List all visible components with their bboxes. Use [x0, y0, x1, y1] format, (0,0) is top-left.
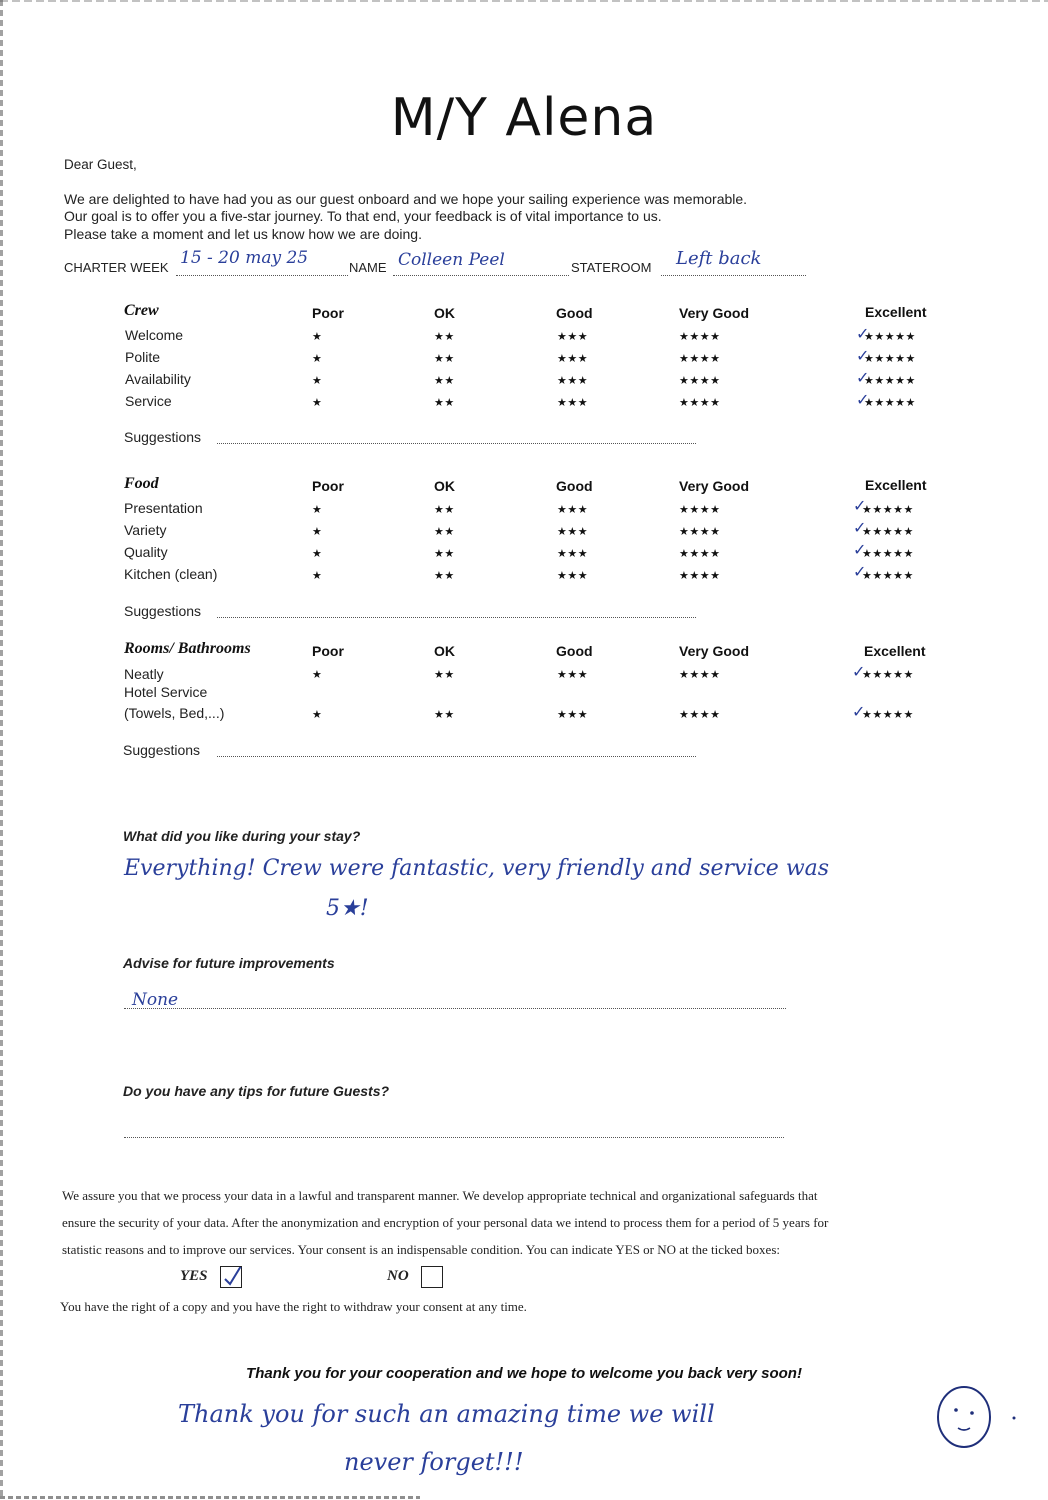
- row-label: Service: [125, 393, 172, 409]
- check-mark-icon: ✓: [852, 664, 866, 681]
- rating-good[interactable]: ★★★: [557, 397, 589, 409]
- handwritten-note-line-2: never forget!!!: [344, 1448, 524, 1476]
- row-label: Polite: [125, 349, 161, 365]
- rating-poor[interactable]: ★: [312, 375, 323, 387]
- row-label: (Towels, Bed,...): [124, 705, 225, 721]
- suggestions-label-food: Suggestions: [124, 603, 202, 619]
- row-label: Quality: [124, 544, 168, 560]
- no-checkbox[interactable]: [421, 1266, 443, 1288]
- suggestions-label-rooms: Suggestions: [123, 742, 201, 758]
- check-mark-icon: ✓: [853, 564, 867, 581]
- rating-ok[interactable]: ★★: [434, 669, 455, 681]
- rating-good[interactable]: ★★★: [557, 375, 589, 387]
- col-header-excellent: Excellent: [865, 477, 927, 493]
- col-header-ok: OK: [434, 305, 455, 321]
- check-mark-icon: ✓: [852, 704, 866, 721]
- rating-good[interactable]: ★★★: [557, 526, 589, 538]
- rating-excellent[interactable]: ★★★★★: [864, 397, 916, 409]
- col-header-very-good: Very Good: [679, 478, 750, 494]
- legal-line-3: statistic reasons and to improve our services. Your consent is an indispensable condition. You can indicate YES or NO at the ticked boxes:: [62, 1242, 781, 1257]
- row-label: Availability: [125, 371, 191, 387]
- col-header-good: Good: [556, 478, 593, 494]
- section-title-rooms: Rooms/ Bathrooms: [124, 640, 251, 657]
- rating-very-good[interactable]: ★★★★: [679, 669, 721, 681]
- intro-line-1: We are delighted to have had you as our guest onboard and we hope your sailing experience was memorable.: [64, 191, 748, 207]
- rating-ok[interactable]: ★★: [434, 375, 455, 387]
- rating-good[interactable]: ★★★: [557, 709, 589, 721]
- rating-good[interactable]: ★★★: [557, 504, 589, 516]
- legal-line-1: We assure you that we process your data in a lawful and transparent manner. We develop appropriate technical and organizational safeguards that: [62, 1188, 818, 1203]
- rating-good[interactable]: ★★★: [557, 669, 589, 681]
- check-mark-icon: ✓: [856, 348, 870, 365]
- stateroom-value[interactable]: Left back: [676, 248, 762, 269]
- advise-field[interactable]: [124, 1008, 786, 1009]
- section-title-food: Food: [124, 475, 159, 492]
- tips-field[interactable]: [124, 1137, 784, 1138]
- legal-line-2: ensure the security of your data. After the anonymization and encryption of your personal data we intend to process them for a period of 5 years for: [62, 1215, 829, 1230]
- stateroom-label: STATEROOM: [571, 260, 652, 275]
- rating-very-good[interactable]: ★★★★: [679, 375, 721, 387]
- rating-excellent[interactable]: ★★★★★: [862, 504, 914, 516]
- col-header-excellent: Excellent: [865, 304, 927, 320]
- check-mark-icon: ✓: [853, 520, 867, 537]
- advise-answer[interactable]: None: [132, 990, 179, 1010]
- col-header-very-good: Very Good: [679, 643, 750, 659]
- name-label: NAME: [349, 260, 387, 275]
- rating-very-good[interactable]: ★★★★: [679, 331, 721, 343]
- rating-very-good[interactable]: ★★★★: [679, 504, 721, 516]
- yes-checkbox[interactable]: [220, 1266, 242, 1288]
- rating-excellent[interactable]: ★★★★★: [862, 669, 914, 681]
- suggestions-field-crew[interactable]: [217, 443, 696, 444]
- page-title: M/Y Alena: [390, 88, 658, 148]
- stateroom-dotline: [661, 275, 806, 276]
- rating-poor[interactable]: ★: [312, 526, 323, 538]
- rating-ok[interactable]: ★★: [434, 353, 455, 365]
- rating-excellent[interactable]: ★★★★★: [862, 548, 914, 560]
- question-liked-label: What did you like during your stay?: [123, 828, 361, 844]
- rating-good[interactable]: ★★★: [557, 331, 589, 343]
- check-mark-icon: ✓: [853, 542, 867, 559]
- rating-poor[interactable]: ★: [312, 353, 323, 365]
- thank-you-line: Thank you for your cooperation and we hope to welcome you back very soon!: [246, 1365, 802, 1382]
- check-mark-icon: ✓: [856, 392, 870, 409]
- rating-poor[interactable]: ★: [312, 331, 323, 343]
- intro-line-2: Our goal is to offer you a five-star journey. To that end, your feedback is of vital importance to us.: [64, 208, 662, 224]
- rating-very-good[interactable]: ★★★★: [679, 397, 721, 409]
- rating-good[interactable]: ★★★: [557, 548, 589, 560]
- rating-excellent[interactable]: ★★★★★: [864, 353, 916, 365]
- handwritten-note-line-1: Thank you for such an amazing time we will: [178, 1400, 715, 1428]
- liked-answer-line-1[interactable]: Everything! Crew were fantastic, very friendly and service was: [124, 856, 830, 881]
- rating-excellent[interactable]: ★★★★★: [864, 331, 916, 343]
- rating-very-good[interactable]: ★★★★: [679, 548, 721, 560]
- rating-poor[interactable]: ★: [312, 397, 323, 409]
- row-label: Neatly: [124, 666, 164, 682]
- consent-copy-line: You have the right of a copy and you have the right to withdraw your consent at any time.: [60, 1299, 527, 1314]
- charter-week-label: CHARTER WEEK: [64, 260, 169, 275]
- smiley-face-icon: [932, 1380, 1022, 1452]
- rating-ok[interactable]: ★★: [434, 397, 455, 409]
- rating-ok[interactable]: ★★: [434, 526, 455, 538]
- rating-ok[interactable]: ★★: [434, 331, 455, 343]
- row-label: Presentation: [124, 500, 203, 516]
- scan-edge-top: [0, 0, 1048, 2]
- col-header-good: Good: [556, 305, 593, 321]
- rating-very-good[interactable]: ★★★★: [679, 353, 721, 365]
- row-label: Welcome: [125, 327, 184, 343]
- rating-very-good[interactable]: ★★★★: [679, 709, 721, 721]
- col-header-excellent: Excellent: [864, 643, 926, 659]
- scan-edge-bottom: [0, 1496, 420, 1499]
- section-title-crew: Crew: [124, 302, 159, 319]
- col-header-good: Good: [556, 643, 593, 659]
- suggestions-field-rooms[interactable]: [217, 756, 696, 757]
- col-header-ok: OK: [434, 643, 455, 659]
- col-header-very-good: Very Good: [679, 305, 750, 321]
- col-header-poor: Poor: [312, 305, 344, 321]
- rating-poor[interactable]: ★: [312, 669, 323, 681]
- question-advise-label: Advise for future improvements: [123, 955, 335, 971]
- rating-ok[interactable]: ★★: [434, 709, 455, 721]
- row-label: Variety: [124, 522, 167, 538]
- scan-edge-left: [0, 0, 3, 1500]
- yes-label: YES: [180, 1268, 208, 1284]
- rating-very-good[interactable]: ★★★★: [679, 526, 721, 538]
- rating-poor[interactable]: ★: [312, 570, 323, 582]
- name-dotline: [393, 275, 569, 276]
- no-label: NO: [387, 1268, 409, 1284]
- rating-ok[interactable]: ★★: [434, 504, 455, 516]
- rating-good[interactable]: ★★★: [557, 570, 589, 582]
- check-mark-icon: ✓: [856, 370, 870, 387]
- name-value[interactable]: Colleen Peel: [398, 250, 505, 270]
- rating-good[interactable]: ★★★: [557, 353, 589, 365]
- suggestions-field-food[interactable]: [217, 617, 696, 618]
- checkbox-tick-icon: [221, 1267, 243, 1289]
- intro-line-3: Please take a moment and let us know how we are doing.: [64, 226, 422, 242]
- rating-excellent[interactable]: ★★★★★: [862, 709, 914, 721]
- rating-ok[interactable]: ★★: [434, 548, 455, 560]
- liked-answer-line-2[interactable]: 5★!: [326, 896, 369, 921]
- question-tips-label: Do you have any tips for future Guests?: [123, 1083, 390, 1099]
- rating-very-good[interactable]: ★★★★: [679, 570, 721, 582]
- check-mark-icon: ✓: [856, 326, 870, 343]
- rating-excellent[interactable]: ★★★★★: [862, 526, 914, 538]
- suggestions-label-crew: Suggestions: [124, 429, 202, 445]
- rating-poor[interactable]: ★: [312, 709, 323, 721]
- rating-excellent[interactable]: ★★★★★: [862, 570, 914, 582]
- row-label: Kitchen (clean): [124, 566, 218, 582]
- rating-ok[interactable]: ★★: [434, 570, 455, 582]
- rating-poor[interactable]: ★: [312, 548, 323, 560]
- check-mark-icon: ✓: [853, 498, 867, 515]
- greeting: Dear Guest,: [64, 157, 137, 172]
- col-header-poor: Poor: [312, 478, 344, 494]
- rating-excellent[interactable]: ★★★★★: [864, 375, 916, 387]
- col-header-ok: OK: [434, 478, 455, 494]
- charter-week-dotline: [176, 275, 348, 276]
- row-label: Hotel Service: [124, 684, 208, 700]
- rating-poor[interactable]: ★: [312, 504, 323, 516]
- charter-week-value[interactable]: 15 - 20 may 25: [180, 248, 309, 268]
- col-header-poor: Poor: [312, 643, 344, 659]
